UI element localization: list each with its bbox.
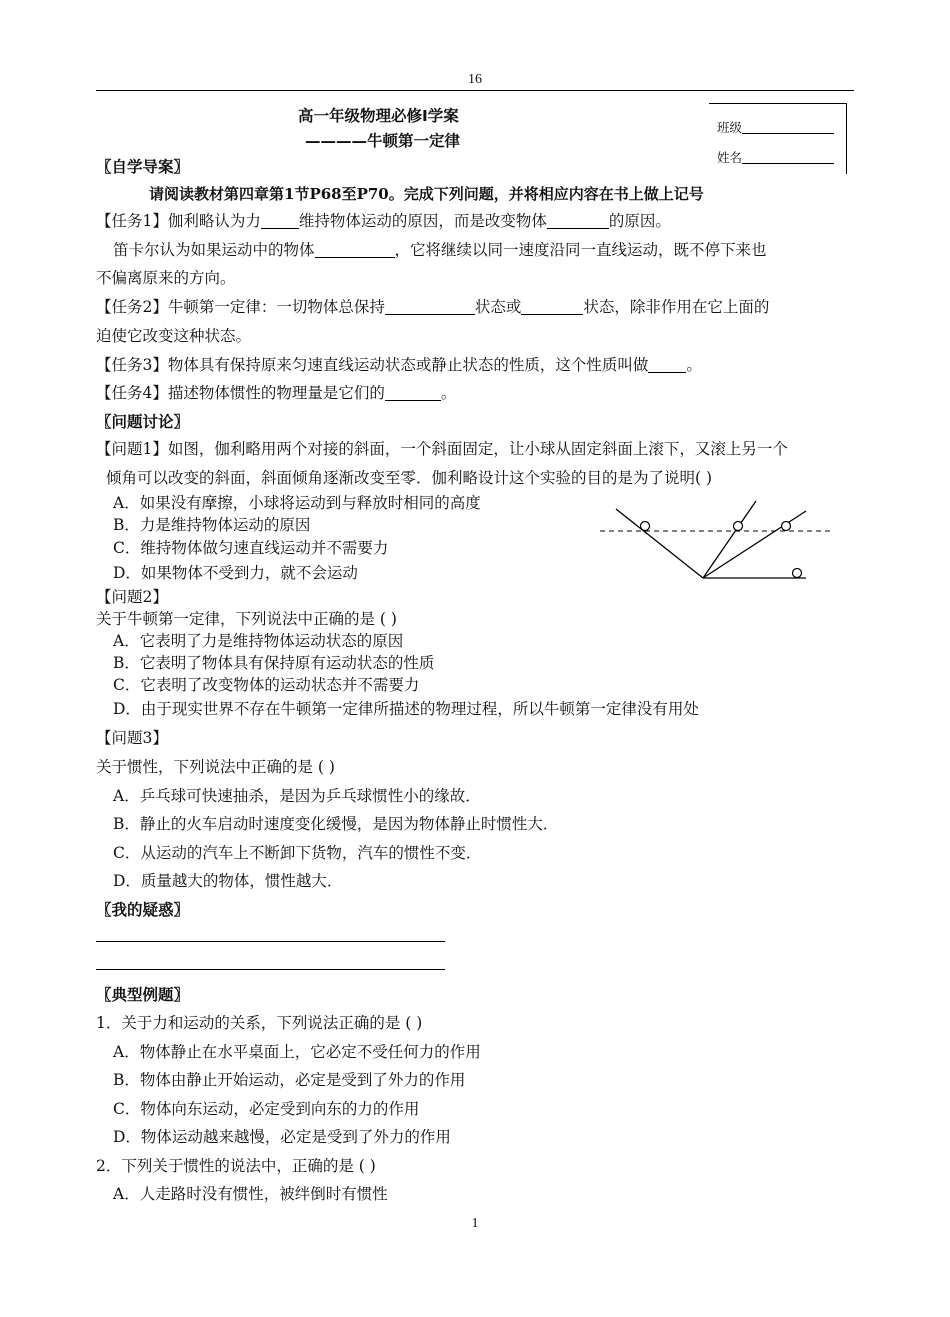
q1-line2: 倾角可以改变的斜面，斜面倾角逐渐改变至零．伽利略设计这个实验的目的是为了说明( ) <box>106 469 713 487</box>
e1-stem: 1．关于力和运动的关系，下列说法正确的是 ( ) <box>96 1014 423 1032</box>
task3-blank[interactable] <box>648 357 686 374</box>
ball-start <box>641 522 650 531</box>
q2-label: 【问题2】 <box>96 588 168 606</box>
task4-blank[interactable] <box>385 385 441 402</box>
e2-option-a: A．人走路时没有惯性，被绊倒时有惯性 <box>113 1185 388 1203</box>
task1-prefix: 【任务1】伽利略认为力 <box>96 212 261 230</box>
task1 <box>96 209 671 231</box>
self-study-heading: 〖自学导案〗 <box>96 158 190 176</box>
q1-option-c: C．维持物体做匀速直线运动并不需要力 <box>113 539 389 557</box>
q2-option-c: C．它表明了改变物体的运动状态并不需要力 <box>113 676 420 694</box>
examples-heading: 〖典型例题〗 <box>96 986 190 1004</box>
gentle-incline <box>703 511 806 578</box>
q2-option-d: D．由于现实世界不存在牛顿第一定律所描述的物理过程，所以牛顿第一定律没有用处 <box>113 700 699 718</box>
doubts-line-1[interactable] <box>96 941 445 942</box>
steep-incline <box>703 501 756 578</box>
q3-label: 【问题3】 <box>96 729 168 747</box>
task1-line2 <box>113 238 767 260</box>
task1-blank2[interactable] <box>547 213 609 230</box>
task2-line2: 迫使它改变这种状态。 <box>96 327 252 345</box>
ball-steep <box>734 522 743 531</box>
class-label: 班级 <box>717 120 743 135</box>
task1-mid: 维持物体运动的原因，而是改变物体 <box>298 212 547 230</box>
discussion-heading: 〖问题讨论〗 <box>96 413 190 431</box>
task2-prefix: 【任务2】牛顿第一定律：一切物体总保持 <box>96 298 385 316</box>
task1-line3: 不偏离原来的方向。 <box>96 269 236 287</box>
task4-prefix: 【任务4】描述物体惯性的物理量是它们的 <box>96 384 385 402</box>
task1-suffix: 的原因。 <box>608 212 671 230</box>
task1b-suffix: ，它将继续以同一速度沿同一直线运动，既不停下来也 <box>394 241 767 259</box>
task2-blank1[interactable] <box>385 299 475 316</box>
task3-prefix: 【任务3】物体具有保持原来匀速直线运动状态或静止状态的性质，这个性质叫做 <box>96 356 649 374</box>
task3 <box>96 353 702 375</box>
task3-suffix: 。 <box>686 356 702 374</box>
footer-page-number: 1 <box>471 1216 479 1231</box>
task4-suffix: 。 <box>440 384 457 402</box>
name-label: 姓名 <box>717 150 743 165</box>
q1-option-a: A．如果没有摩擦，小球将运动到与释放时相同的高度 <box>113 494 481 512</box>
fixed-incline <box>616 509 703 578</box>
task4 <box>96 381 456 403</box>
name-field[interactable] <box>717 148 834 166</box>
q2-option-a: A．它表明了力是维持物体运动状态的原因 <box>113 632 404 650</box>
e1-option-a: A．物体静止在水平桌面上，它必定不受任何力的作用 <box>113 1043 481 1061</box>
task1b-prefix: 笛卡尔认为如果运动中的物体 <box>113 241 315 259</box>
q2-option-b: B．它表明了物体具有保持原有运动状态的性质 <box>113 654 435 672</box>
title-line2: ————牛顿第一定律 <box>305 132 461 150</box>
q1-option-b: B．力是维持物体运动的原因 <box>113 516 311 534</box>
q1-option-d: D．如果物体不受到力，就不会运动 <box>113 564 358 582</box>
e1-option-d: D．物体运动越来越慢，必定是受到了外力的作用 <box>113 1128 451 1146</box>
task2-suffix: 状态，除非作用在它上面的 <box>583 298 770 316</box>
q2-stem: 关于牛顿第一定律，下列说法中正确的是 ( ) <box>96 610 397 628</box>
doubts-line-2[interactable] <box>96 969 445 970</box>
e1-option-b: B．物体由静止开始运动，必定是受到了外力的作用 <box>113 1071 466 1089</box>
class-blank[interactable] <box>742 121 834 135</box>
header-rule <box>96 90 854 91</box>
q3-option-d: D．质量越大的物体，惯性越大． <box>113 872 343 890</box>
task1-blank1[interactable] <box>261 213 299 230</box>
class-field[interactable] <box>717 118 834 136</box>
q3-stem: 关于惯性，下列说法中正确的是 ( ) <box>96 758 335 776</box>
task1-blank3[interactable] <box>315 242 395 259</box>
q1-line1: 【问题1】如图，伽利略用两个对接的斜面，一个斜面固定，让小球从固定斜面上滚下，又滚上另一个 <box>96 440 788 458</box>
self-study-instruction: 请阅读教材第四章第1节P68至P70。完成下列问题，并将相应内容在书上做上记号 <box>149 185 704 203</box>
q3-option-c: C．从运动的汽车上不断卸下货物，汽车的惯性不变． <box>113 844 482 862</box>
task2-mid: 状态或 <box>474 298 522 316</box>
doubts-heading: 〖我的疑惑〗 <box>96 901 190 919</box>
header-page-number: 16 <box>468 72 482 87</box>
q3-option-a: A．乒乓球可快速抽杀，是因为乒乓球惯性小的缘故． <box>113 787 481 805</box>
ball-horizontal <box>793 569 802 578</box>
q3-option-b: B．静止的火车启动时速度变化缓慢，是因为物体静止时惯性大． <box>113 815 559 833</box>
ball-gentle <box>782 522 791 531</box>
class-name-box <box>709 103 847 174</box>
e1-option-c: C．物体向东运动，必定受到向东的力的作用 <box>113 1100 420 1118</box>
task2 <box>96 295 769 317</box>
e2-stem: 2．下列关于惯性的说法中，正确的是 ( ) <box>96 1157 376 1175</box>
inclined-plane-figure <box>598 493 834 585</box>
task2-blank2[interactable] <box>521 299 583 316</box>
name-blank[interactable] <box>742 151 834 165</box>
title-line1: 高一年级物理必修Ⅰ学案 <box>298 107 459 125</box>
